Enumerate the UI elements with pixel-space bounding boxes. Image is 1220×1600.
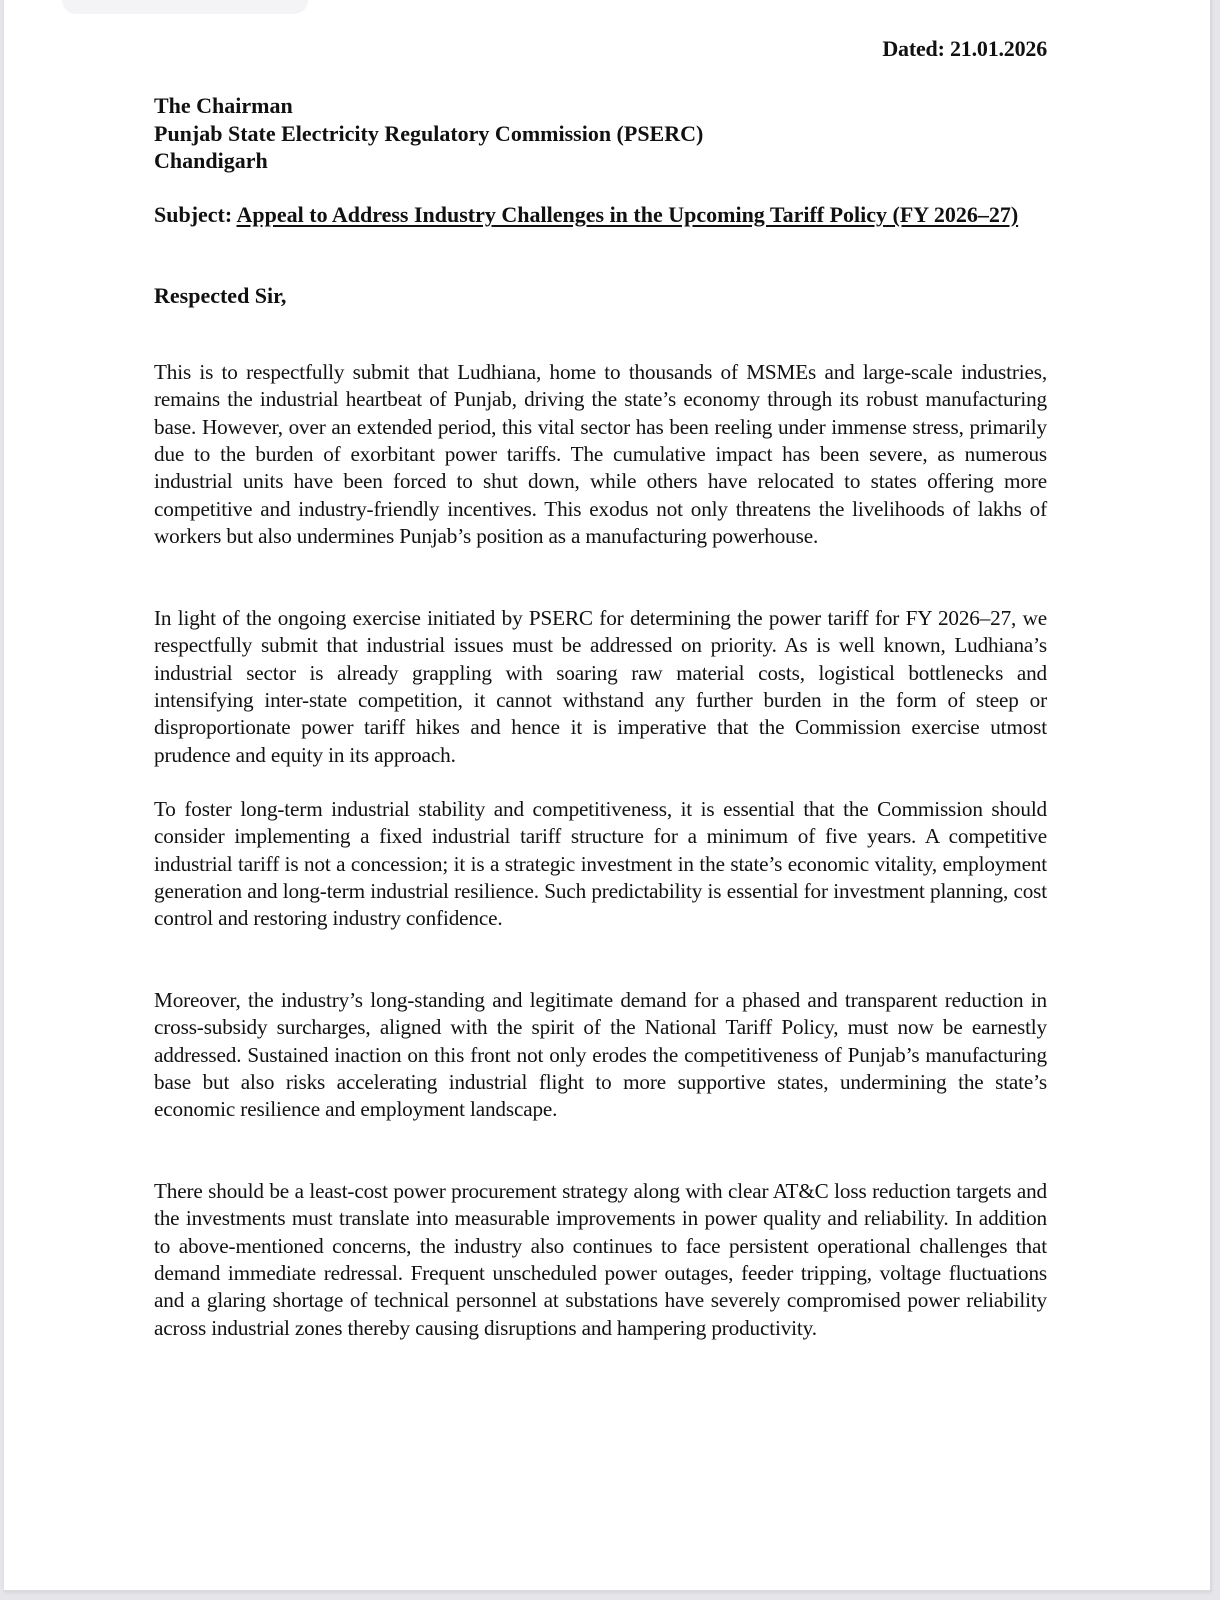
- document-page: [4, 0, 1212, 1592]
- paragraph-3: To foster long-term industrial stability and competitiveness, it is essential that the Commission should consider implementing a fixed industrial tariff structure for a minimum of five years. A competitive industrial tariff is not a concession; it is a strategic investment in the state’s economic vitality, employment generation and long-term industrial resilience. Such predictability is essential for investment planning, cost control and restoring industry confidence.: [154, 797, 1047, 931]
- address-line-city: Chandigarh: [154, 148, 268, 173]
- salutation: Respected Sir,: [154, 283, 287, 308]
- subject-text: Appeal to Address Industry Challenges in the Upcoming Tariff Policy (FY 2026–27): [236, 202, 1019, 227]
- address-line-title: The Chairman: [154, 93, 293, 118]
- paragraph-1: This is to respectfully submit that Ludhiana, home to thousands of MSMEs and large-scale industries, remains the industrial heartbeat of Punjab, driving the state’s economy through its robust manufacturing base. However, over an extended period, this vital sector has been reeling under immense stress, primarily due to the burden of exorbitant power tariffs. The cumulative impact has been severe, as numerous industrial units have been forced to shut down, while others have relocated to states offering more competitive and industry-friendly incentives. This exodus not only threatens the livelihoods of lakhs of workers but also undermines Punjab’s position as a manufacturing powerhouse.: [154, 360, 1047, 548]
- subject-line: [154, 201, 1047, 229]
- paragraph-2: In light of the ongoing exercise initiated by PSERC for determining the power tariff for FY 2026–27, we respectfully submit that industrial issues must be addressed on priority. As is well known, Ludhiana’s industrial sector is already grappling with soaring raw material costs, logistical bottlenecks and intensifying inter-state competition, it cannot withstand any further burden in the form of steep or disproportionate power tariff hikes and hence it is imperative that the Commission exercise utmost prudence and equity in its approach.: [154, 606, 1047, 767]
- address-line-organization: Punjab State Electricity Regulatory Commission (PSERC): [154, 120, 704, 146]
- recipient-address: [154, 92, 703, 175]
- subject-label: Subject:: [154, 202, 233, 227]
- letter-date: Dated: 21.01.2026: [882, 36, 1047, 61]
- paragraph-4: Moreover, the industry’s long-standing and legitimate demand for a phased and transparent reduction in cross-subsidy surcharges, aligned with the spirit of the National Tariff Policy, must now be earnestly addressed. Sustained inaction on this front not only erodes the competitiveness of Punjab’s manufacturing base but also risks accelerating industrial flight to more supportive states, undermining the state’s economic resilience and employment landscape.: [154, 988, 1047, 1122]
- paragraph-5: There should be a least-cost power procurement strategy along with clear AT&C loss reduction targets and the investments must translate into measurable improvements in power quality and reliability. In addition to above-mentioned concerns, the industry also continues to face persistent operational challenges that demand immediate redressal. Frequent unscheduled power outages, feeder tripping, voltage fluctuations and a glaring shortage of technical personnel at substations have severely compromised power reliability across industrial zones thereby causing disruptions and hampering productivity.: [154, 1179, 1047, 1340]
- top-tab-overlay: [62, 0, 308, 14]
